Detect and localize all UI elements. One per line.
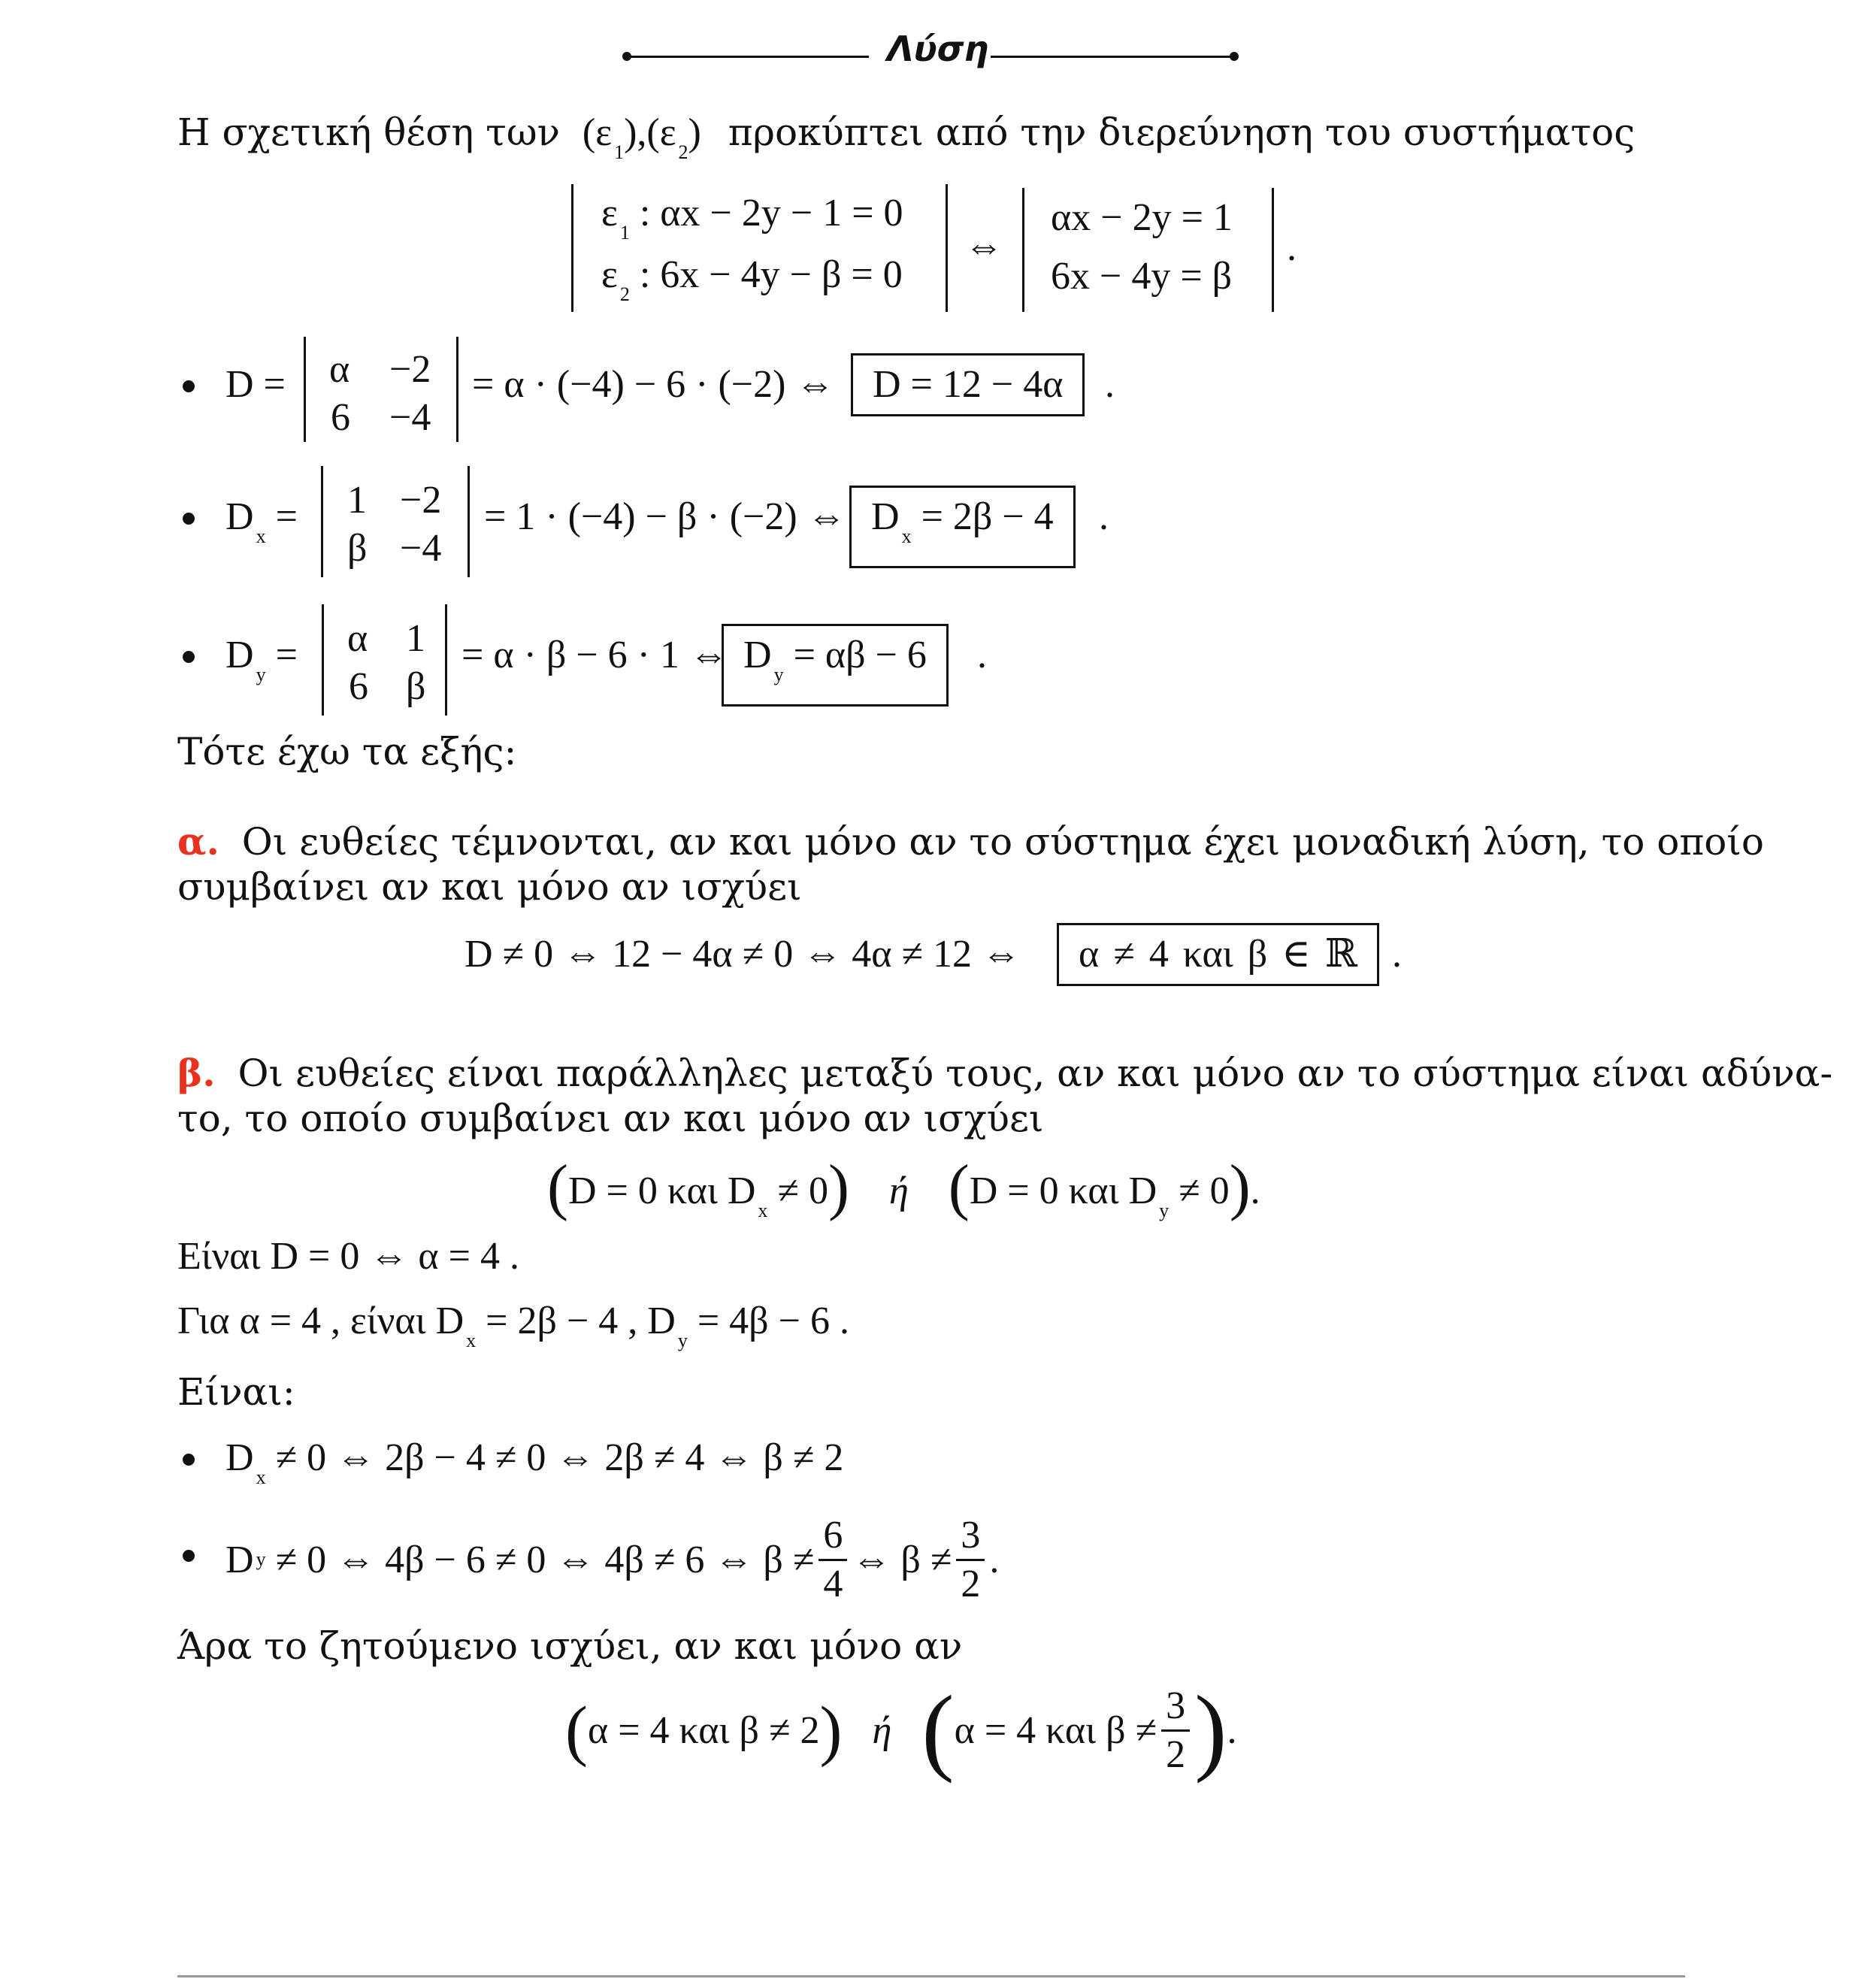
det-d-m11: α xyxy=(329,348,350,391)
system-iff: ⇔ xyxy=(964,225,1003,268)
det-dy-calc: = α · β − 6 · 1 ⇔ xyxy=(461,634,728,676)
header-title: Λύση xyxy=(887,29,989,69)
intro-text: Η σχετική θέση των xyxy=(177,110,561,154)
system-eq2: ε $_2$ : 6x − 4y − β = 0 xyxy=(601,253,903,305)
part-b-line-alpha: Για α = 4 , είναι D $_x$ = 2β − 4 , D $_y$ = 4β − 6 . xyxy=(177,1300,849,1351)
part-a-calc: D ≠ 0 ⇔ 12 − 4α ≠ 0 ⇔ 4α ≠ 12 ⇔ xyxy=(464,933,1021,976)
det-dx-label: D $_x$ = xyxy=(225,495,298,547)
part-b-dy-ineq: D y ≠ 0 ⇔ 4β − 6 ≠ 0 ⇔ 4β ≠ 6 ⇔ β ≠ $\frac{6}{4}$ ⇔ β ≠ $\frac{3}{2}$ . xyxy=(225,1511,999,1608)
part-b-conclusion: Άρα το ζητούμενο ισχύει, αν και μόνο αν xyxy=(177,1624,963,1668)
bullet xyxy=(183,380,195,392)
fraction: $\frac{3}{2}$ xyxy=(956,1512,985,1608)
det-d-label: D = xyxy=(225,363,286,406)
det-dx-calc: = 1 · (−4) − β · (−2) ⇔ xyxy=(484,495,846,538)
part-b-conditions: (D = 0 και D $_x$ ≠ 0) ή (D = 0 και D $_y$ ≠ 0). xyxy=(547,1152,1260,1222)
fraction: $\frac{6}{4}$ xyxy=(819,1512,847,1608)
bullet xyxy=(183,513,195,525)
det-dx-end: . xyxy=(1099,495,1109,538)
fraction: $\frac{3}{2}$ xyxy=(1161,1683,1190,1778)
det-dx-result: D $_x$ = 2β − 4 xyxy=(849,486,1076,568)
det-dy-end: . xyxy=(977,634,987,676)
system-eq4: 6x − 4y = β xyxy=(1051,255,1233,298)
system-eq1: ε $_1$ : αx − 2y − 1 = 0 xyxy=(601,192,903,244)
part-b-line1: β. Οι ευθείες είναι παράλληλες μεταξύ τους, αν και μόνο αν το σύστημα είναι αδύνα- xyxy=(177,1051,1833,1095)
part-b-dx-ineq: D $_x$ ≠ 0 ⇔ 2β − 4 ≠ 0 ⇔ 2β ≠ 4 ⇔ β ≠ 2 xyxy=(225,1436,844,1488)
det-d-end: . xyxy=(1105,363,1115,406)
then-text: Τότε έχω τα εξής: xyxy=(177,730,517,773)
part-b-line2: το, το οποίο συμβαίνει αν και μόνο αν ισχύει xyxy=(177,1097,1044,1140)
det-dx-m21: β xyxy=(347,527,368,570)
part-a-end: . xyxy=(1392,933,1402,976)
header-right-line xyxy=(991,56,1233,58)
part-a-line2: συμβαίνει αν και μόνο αν ισχύει xyxy=(177,865,802,909)
system-dot: . xyxy=(1287,226,1297,269)
part-b-line-einai: Είναι: xyxy=(177,1370,295,1414)
det-d-m21: 6 xyxy=(331,396,350,439)
det-dy-m12: 1 xyxy=(406,617,425,660)
header-right-dot xyxy=(1230,52,1239,61)
det-dx-m12: −2 xyxy=(400,479,442,522)
bullet xyxy=(183,1550,195,1562)
part-b-line-d: Είναι D = 0 ⇔ α = 4 . xyxy=(177,1235,519,1278)
det-dy-m22: β xyxy=(406,665,426,708)
det-dx-m11: 1 xyxy=(347,479,367,522)
footer-rule xyxy=(177,1975,1685,1977)
bullet xyxy=(183,651,195,663)
part-a-line1: α. Οι ευθείες τέμνονται, αν και μόνο αν το σύστημα έχει μοναδική λύση, το οποίο xyxy=(177,819,1765,864)
det-dy-m11: α xyxy=(347,617,368,660)
intro-line: Η σχετική θέση των (ε $_1$),(ε $_2$) προκύπτει από την διερεύνηση του συστήματος xyxy=(177,110,1636,163)
header-left-line xyxy=(627,56,869,58)
intro-text-2: προκύπτει από την διερεύνηση του συστήματος xyxy=(728,110,1636,154)
det-d-m12: −2 xyxy=(389,348,431,391)
det-d-m22: −4 xyxy=(389,396,431,439)
det-dy-m21: 6 xyxy=(349,665,368,708)
part-a-marker: α. xyxy=(177,819,219,864)
part-b-marker: β. xyxy=(177,1051,216,1095)
det-d-calc: = α · (−4) − 6 · (−2) ⇔ xyxy=(472,363,835,406)
part-a-result: α ≠ 4 και β ∈ ℝ xyxy=(1057,923,1379,986)
det-d-result: D = 12 − 4α xyxy=(851,353,1085,416)
det-dx-m22: −4 xyxy=(400,527,442,570)
det-dy-label: D $_y$ = xyxy=(225,634,298,685)
det-dy-result: D $_y$ = αβ − 6 xyxy=(722,624,949,707)
part-b-final: ( α = 4 και β ≠ 2 ) ή ( α = 4 και β ≠ $\frac{3}{2}$ ) . xyxy=(565,1676,1237,1784)
system-eq3: αx − 2y = 1 xyxy=(1051,196,1233,239)
bullet xyxy=(183,1454,195,1466)
